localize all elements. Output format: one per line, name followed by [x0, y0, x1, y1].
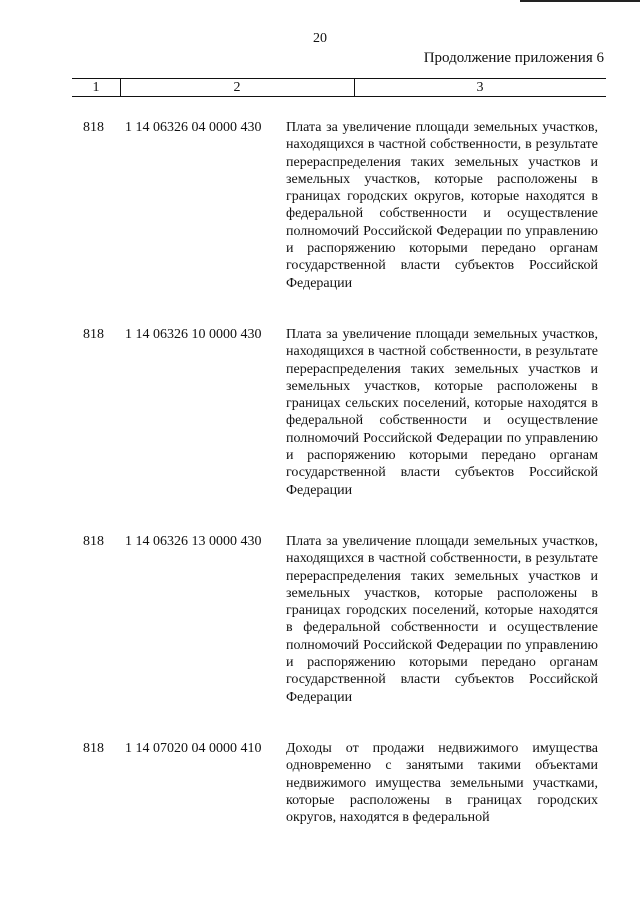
- kbk-code: 1 14 07020 04 0000 410: [125, 741, 262, 756]
- admin-code: 818: [83, 534, 104, 549]
- income-description: Плата за увеличение площади земельных участков, находящихся в частной собственности, в результате перераспределения таких земельных участков и земельных участков, которые расположены в границах сельских поселений, которые находятся в федеральной собственности и осуществление полномочий Российской Федерации по управлению и распоряжению которыми передано органам государственной власти субъектов Российской Федерации: [286, 327, 598, 498]
- income-description: Доходы от продажи недвижимого имущества одновременно с занятыми такими объектами недвижимого имущества земельными участками, которые расположены в границах городских округов, находятся в федеральной: [286, 741, 598, 826]
- table-header: [72, 78, 606, 97]
- admin-code: 818: [83, 120, 104, 135]
- income-description: Плата за увеличение площади земельных участков, находящихся в частной собственности, в результате перераспределения таких земельных участков и земельных участков, которые расположены в границах городских округов, которые находятся в федеральной собственности и осуществление полномочий Российской Федерации по управлению и распоряжению которыми передано органам государственной власти субъектов Российской Федерации: [286, 120, 598, 291]
- kbk-code: 1 14 06326 13 0000 430: [125, 534, 262, 549]
- continuation-heading: Продолжение приложения 6: [423, 50, 604, 66]
- kbk-code: 1 14 06326 04 0000 430: [125, 120, 262, 135]
- admin-code: 818: [83, 327, 104, 342]
- header-col-1: 1: [72, 79, 121, 96]
- page-number: 20: [313, 31, 327, 46]
- header-col-2: 2: [120, 79, 355, 96]
- header-col-3: 3: [476, 80, 484, 95]
- income-description: Плата за увеличение площади земельных участков, находящихся в частной собственности, в результате перераспределения таких земельных участков и земельных участков, которые расположены в границах городских поселений, которые находятся в федеральной собственности и осуществление полномочий Российской Федерации по управлению и распоряжению которыми передано органам государственной власти субъектов Российской Федерации: [286, 534, 598, 705]
- admin-code: 818: [83, 741, 104, 756]
- scan-edge-line: [520, 0, 640, 2]
- kbk-code: 1 14 06326 10 0000 430: [125, 327, 262, 342]
